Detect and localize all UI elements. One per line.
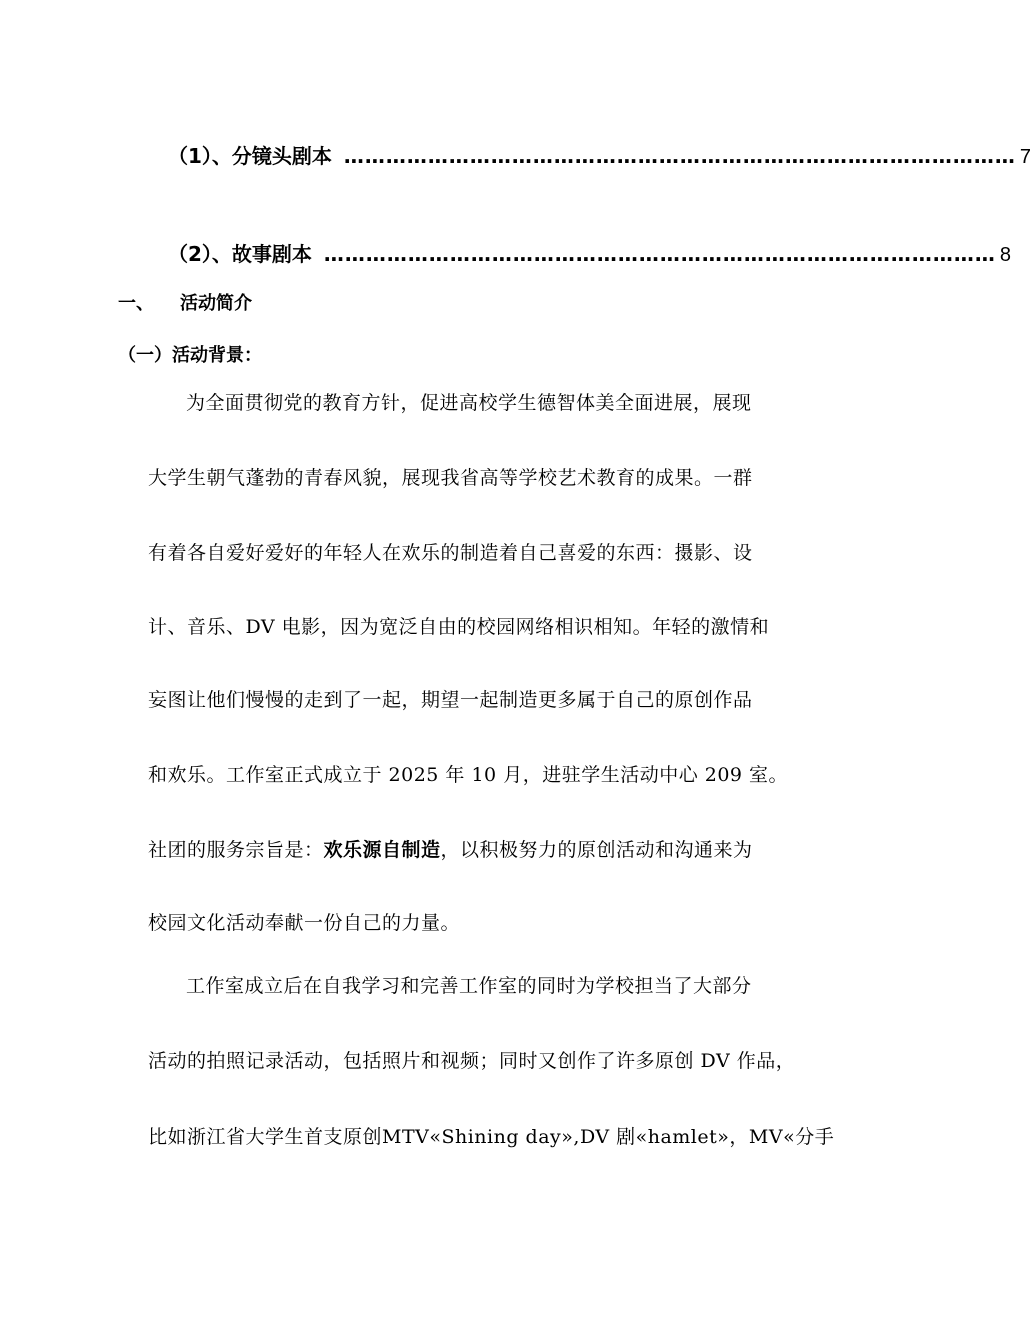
section-number: 一、	[118, 293, 154, 314]
motto-prefix: 社团的服务宗旨是：	[148, 839, 324, 861]
paragraph-line: 大学生朝气蓬勃的青春风貌，展现我省高等学校艺术教育的成果。一群	[148, 467, 753, 489]
toc-page-number: 8	[999, 244, 1012, 266]
section-heading	[118, 289, 252, 315]
section-title: 活动简介	[180, 293, 252, 314]
toc-label: （2）、故事剧本	[168, 242, 312, 266]
motto-text: 欢乐源自制造	[323, 839, 441, 861]
paragraph-line: 活动的拍照记录活动，包括照片和视频；同时又创作了许多原创 DV 作品，	[148, 1050, 796, 1072]
paragraph-line: 为全面贯彻党的教育方针，促进高校学生德智体美全面进展，展现	[186, 392, 752, 414]
paragraph-line-motto	[148, 835, 753, 862]
toc-page-number: 7	[1019, 146, 1031, 168]
paragraph-line: 计、音乐、DV 电影，因为宽泛自由的校园网络相识相知。年轻的激情和	[148, 616, 770, 638]
paragraph-line: 校园文化活动奉献一份自己的力量。	[148, 912, 461, 934]
toc-entry-storyboard	[168, 140, 1031, 169]
toc-leader-dots: ……………………………………………………………………………………	[343, 144, 1016, 168]
subsection-heading: （一）活动背景：	[118, 345, 262, 366]
paragraph-line: 妄图让他们慢慢的走到了一起，期望一起制造更多属于自己的原创作品	[148, 689, 753, 711]
toc-label: （1）、分镜头剧本	[168, 144, 332, 168]
paragraph-line: 和欢乐。工作室正式成立于 2025 年 10 月，进驻学生活动中心 209 室。	[148, 764, 789, 786]
toc-leader-dots: ……………………………………………………………………………………	[323, 242, 996, 266]
paragraph-line: 有着各自爱好爱好的年轻人在欢乐的制造着自己喜爱的东西：摄影、设	[148, 542, 753, 564]
paragraph-line: 比如浙江省大学生首支原创MTV«Shining day»,DV 剧«hamlet»，MV«分手	[148, 1126, 835, 1148]
paragraph-line: 工作室成立后在自我学习和完善工作室的同时为学校担当了大部分	[186, 975, 752, 997]
motto-suffix: ，以积极努力的原创活动和沟通来为	[440, 839, 753, 861]
toc-entry-story-script	[168, 238, 1012, 267]
